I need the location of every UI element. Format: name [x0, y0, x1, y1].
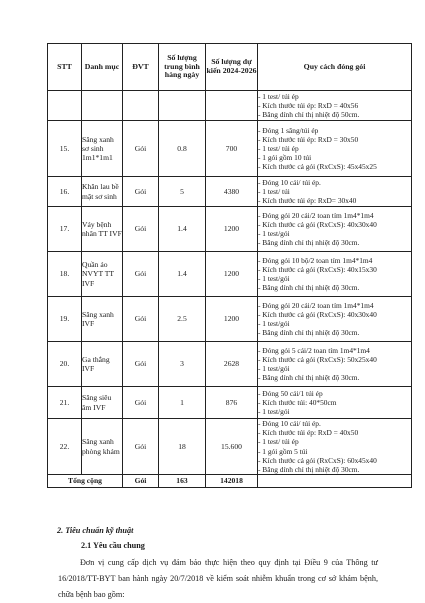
packing-line: - 1 test/ túi ép — [258, 91, 299, 101]
packing-line: - Đóng 10 cái/ túi ép. — [258, 177, 321, 187]
packing-line: - Kích thước cả gói (RxCxS): 50x25x40 — [258, 354, 377, 364]
cell-avg: 18 — [159, 419, 206, 475]
cell-stt: 15. — [48, 121, 82, 177]
cell-unit: Gói — [123, 342, 159, 387]
cell-unit: Gói — [123, 419, 159, 475]
header-stt: STT — [48, 44, 82, 91]
cell-stt: 20. — [48, 342, 82, 387]
packing-line: - Đóng gói 5 cái/2 toan tím 1m4*1m4 — [258, 345, 370, 355]
cell-item: Săng xanh sơ sinh 1m1*1m1 — [82, 121, 123, 177]
packing-line: - Băng dính chỉ thị nhiệt độ 50cm. — [258, 110, 360, 120]
section-title: 2. Tiêu chuẩn kỹ thuật — [57, 526, 134, 535]
cell-avg: 1.4 — [159, 207, 206, 252]
packing-line: - Băng dính chỉ thị nhiệt độ 30cm. — [258, 283, 360, 293]
packing-line: - Băng dính chỉ thị nhiệt độ 30cm. — [258, 464, 360, 474]
cell-item — [82, 91, 123, 121]
cell-stt — [48, 91, 82, 121]
cell-unit — [123, 91, 159, 121]
table-total-row — [48, 475, 412, 488]
total-label: Tổng cộng — [48, 475, 123, 488]
cell-unit: Gói — [123, 121, 159, 177]
packing-line: - 1 test/ túi ép — [258, 437, 299, 447]
cell-packing — [258, 297, 412, 342]
total-avg: 163 — [159, 475, 206, 488]
header-unit: ĐVT — [123, 44, 159, 91]
cell-forecast: 700 — [206, 121, 258, 177]
cell-item: Săng xanh IVF — [82, 297, 123, 342]
cell-avg — [159, 91, 206, 121]
packing-line: - Đóng gói 20 cái/2 toan tím 1m4*1m4 — [258, 210, 374, 220]
cell-item: Săng xanh phòng khám — [82, 419, 123, 475]
table-row — [48, 207, 412, 252]
packing-line: - Đóng 10 cái/ túi ép. — [258, 419, 321, 429]
packing-line: - 1 gói gồm 5 túi — [258, 446, 308, 456]
cell-unit: Gói — [123, 387, 159, 419]
packing-line: - 1 gói gồm 10 túi — [258, 153, 312, 163]
cell-stt: 19. — [48, 297, 82, 342]
packing-line: - Băng dính chỉ thị nhiệt độ 30cm. — [258, 373, 360, 383]
table-row — [48, 177, 412, 207]
header-packing: Quy cách đóng gói — [258, 44, 412, 91]
packing-table — [47, 43, 412, 488]
packing-line: - Đóng gói 20 cái/2 toan tím 1m4*1m4 — [258, 300, 374, 310]
packing-line: - 1 test/gói — [258, 274, 290, 283]
packing-line: - Kích thước cả gói (RxCxS): 40x15x30 — [258, 264, 377, 274]
cell-item: Khăn lau bề mặt sơ sinh — [82, 177, 123, 207]
cell-stt: 18. — [48, 252, 82, 297]
cell-forecast: 1200 — [206, 207, 258, 252]
cell-packing — [258, 419, 412, 475]
packing-line: - Kích thước túi ép: RxD= 30x40 — [258, 196, 357, 206]
cell-avg: 1 — [159, 387, 206, 419]
cell-stt: 16. — [48, 177, 82, 207]
packing-line: - Kích thước cả gói (RxCxS): 40x30x40 — [258, 309, 377, 319]
table-row — [48, 419, 412, 475]
cell-packing — [258, 342, 412, 387]
cell-unit: Gói — [123, 252, 159, 297]
packing-line: - 1 test/gói — [258, 407, 290, 417]
packing-line: - Kích thước túi ép: RxD = 40x56 — [258, 100, 359, 110]
table-row — [48, 297, 412, 342]
cell-packing — [258, 177, 412, 207]
cell-forecast: 15.600 — [206, 419, 258, 475]
table-body — [48, 91, 412, 488]
table-row — [48, 121, 412, 177]
cell-stt: 22. — [48, 419, 82, 475]
section-paragraph: Đơn vị cung cấp dịch vụ đảm bảo thực hiện theo quy định tại Điều 9 của Thông tư 16/2018/TT-BYT ban hành ngày 20/7/2018 về kiểm soát nhiễm khuẩn trong cơ sở khám bệnh, chữa bệnh bao gồm: — [58, 558, 378, 599]
packing-line: - Kích thước túi ép: RxD = 40x50 — [258, 428, 359, 438]
packing-line: - Đóng gói 10 bộ/2 toan tím 1m4*1m4 — [258, 255, 373, 265]
table-row — [48, 387, 412, 419]
cell-unit: Gói — [123, 297, 159, 342]
table-row — [48, 252, 412, 297]
cell-unit: Gói — [123, 207, 159, 252]
cell-packing — [258, 252, 412, 297]
cell-forecast: 1200 — [206, 252, 258, 297]
total-forecast: 142018 — [206, 475, 258, 488]
packing-line: - 1 test/gói — [258, 364, 290, 373]
packing-line: - Băng dính chỉ thị nhiệt độ 30cm. — [258, 328, 360, 338]
header-item: Danh mục — [82, 44, 123, 91]
header-forecast: Số lượng dự kiến 2024-2026 — [206, 44, 258, 91]
section-subtitle: 2.1 Yêu cầu chung — [81, 541, 145, 550]
header-avg: Số lượng trung bình hàng ngày — [159, 44, 206, 91]
cell-item: Săng siêu âm IVF — [82, 387, 123, 419]
packing-line: - Kích thước túi: 40*50cm — [258, 397, 337, 407]
packing-line: - Kích thước cả gói (RxCxS): 60x45x40 — [258, 455, 377, 465]
packing-line: - Kích thước túi ép: RxD = 30x50 — [258, 134, 359, 144]
cell-avg: 0.8 — [159, 121, 206, 177]
packing-line: - 1 test/gói — [258, 319, 290, 328]
cell-unit: Gói — [123, 177, 159, 207]
cell-packing — [258, 387, 412, 419]
cell-stt: 17. — [48, 207, 82, 252]
packing-line: - Băng dính chỉ thị nhiệt độ 30cm. — [258, 238, 360, 248]
cell-avg: 2.5 — [159, 297, 206, 342]
cell-forecast: 1200 — [206, 297, 258, 342]
cell-avg: 5 — [159, 177, 206, 207]
cell-packing — [258, 91, 412, 121]
cell-avg: 1.4 — [159, 252, 206, 297]
cell-packing — [258, 121, 412, 177]
packing-line: - Đóng 1 săng/túi ép — [258, 125, 319, 135]
packing-line: - Đóng 50 cái/1 túi ép — [258, 388, 323, 398]
cell-forecast: 2628 — [206, 342, 258, 387]
cell-item: Ga thắng IVF — [82, 342, 123, 387]
cell-packing — [258, 207, 412, 252]
cell-forecast — [206, 91, 258, 121]
cell-item: Quần áo NVYT TT IVF — [82, 252, 123, 297]
packing-line: - 1 test/ túi ép — [258, 143, 299, 153]
cell-forecast: 876 — [206, 387, 258, 419]
packing-line: - Kích thước cả gói (RxCxS): 40x30x40 — [258, 219, 377, 229]
packing-line: - 1 test/gói — [258, 229, 290, 238]
cell-item: Váy bệnh nhân TT IVF — [82, 207, 123, 252]
total-unit: Gói — [123, 475, 159, 488]
cell-stt: 21. — [48, 387, 82, 419]
packing-line: - 1 test/ túi — [258, 186, 290, 196]
cell-avg: 3 — [159, 342, 206, 387]
table-row — [48, 91, 412, 121]
cell-forecast: 4380 — [206, 177, 258, 207]
table-header-row — [48, 44, 412, 91]
total-packing — [258, 475, 412, 488]
packing-line: - Kích thước cả gói (RxCxS): 45x45x25 — [258, 162, 377, 172]
table-row — [48, 342, 412, 387]
